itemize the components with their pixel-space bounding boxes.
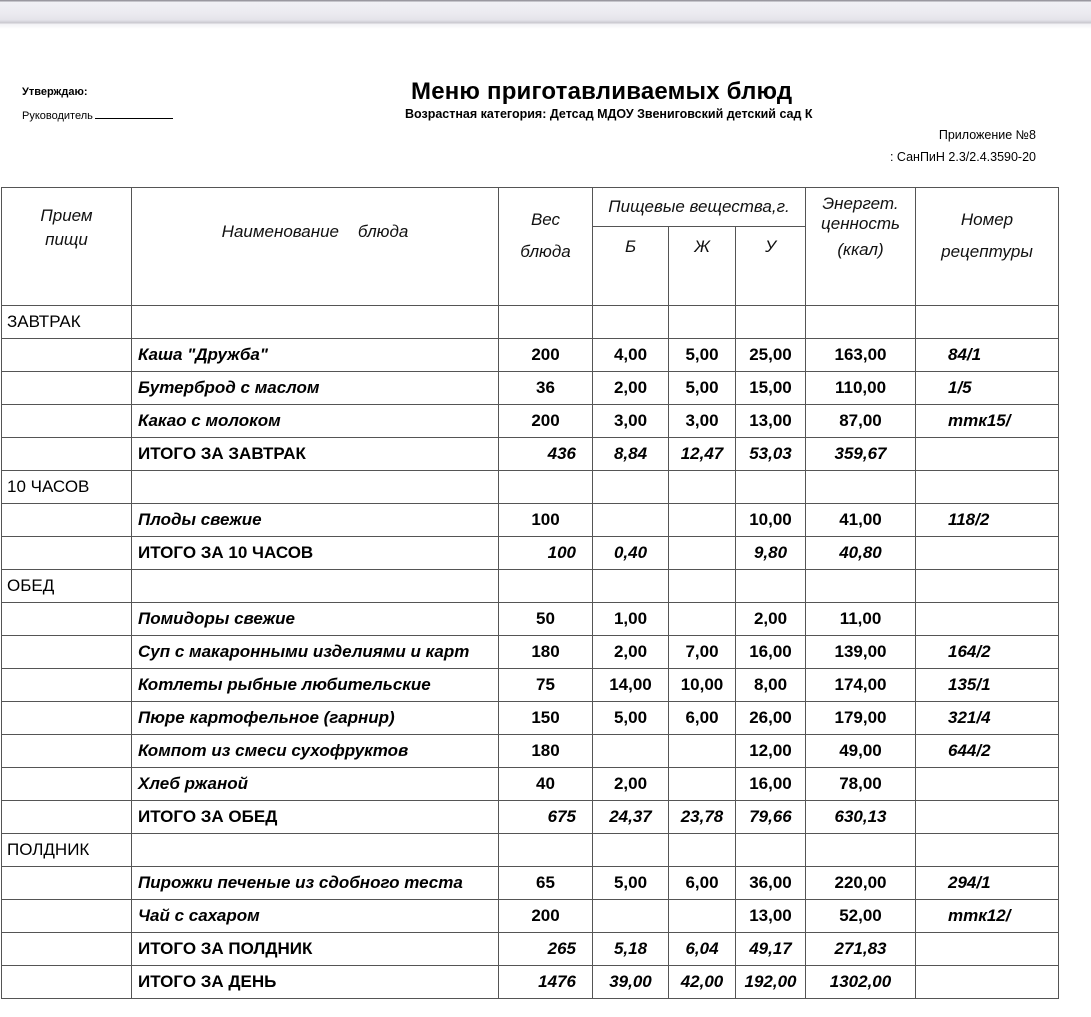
weight-cell xyxy=(499,471,593,504)
meal-name: 10 ЧАСОВ xyxy=(2,471,132,504)
dish-name-cell xyxy=(132,834,499,867)
col-energy-header: Энергет. ценность (ккал) xyxy=(806,188,916,306)
fat-cell xyxy=(669,735,736,768)
carbs-cell xyxy=(736,306,806,339)
carbs-cell: 192,00 xyxy=(736,966,806,999)
energy-cell xyxy=(806,834,916,867)
energy-cell xyxy=(806,570,916,603)
total-row xyxy=(2,966,1059,999)
meal-cell xyxy=(2,702,132,735)
carbs-cell xyxy=(736,834,806,867)
carbs-cell: 10,00 xyxy=(736,504,806,537)
carbs-cell: 2,00 xyxy=(736,603,806,636)
weight-cell: 675 xyxy=(499,801,593,834)
col-weight-header: Вес блюда xyxy=(499,188,593,306)
meal-cell xyxy=(2,339,132,372)
protein-cell: 0,40 xyxy=(593,537,669,570)
meal-cell xyxy=(2,933,132,966)
weight-cell: 50 xyxy=(499,603,593,636)
total-label: ИТОГО ЗА ЗАВТРАК xyxy=(132,438,499,471)
meal-cell xyxy=(2,966,132,999)
weight-cell xyxy=(499,306,593,339)
weight-cell: 150 xyxy=(499,702,593,735)
energy-cell: 87,00 xyxy=(806,405,916,438)
weight-cell: 436 xyxy=(499,438,593,471)
fat-cell xyxy=(669,570,736,603)
dish-name-cell xyxy=(132,471,499,504)
weight-cell: 265 xyxy=(499,933,593,966)
meal-cell xyxy=(2,537,132,570)
recipe-cell xyxy=(916,306,1059,339)
col-nutrients-header: Пищевые вещества,г. xyxy=(593,188,806,227)
meal-cell xyxy=(2,504,132,537)
energy-cell: 139,00 xyxy=(806,636,916,669)
fat-cell: 5,00 xyxy=(669,372,736,405)
weight-cell: 200 xyxy=(499,405,593,438)
dish-row xyxy=(2,339,1059,372)
meal-cell xyxy=(2,867,132,900)
meal-name: ЗАВТРАК xyxy=(2,306,132,339)
carbs-cell: 16,00 xyxy=(736,636,806,669)
fat-cell: 10,00 xyxy=(669,669,736,702)
protein-cell: 2,00 xyxy=(593,636,669,669)
weight-cell: 200 xyxy=(499,339,593,372)
fat-cell: 5,00 xyxy=(669,339,736,372)
energy-cell: 271,83 xyxy=(806,933,916,966)
protein-cell xyxy=(593,504,669,537)
meal-section-row xyxy=(2,570,1059,603)
weight-cell: 200 xyxy=(499,900,593,933)
carbs-cell: 16,00 xyxy=(736,768,806,801)
col-recipe-header: Номер рецептуры xyxy=(916,188,1059,306)
recipe-cell xyxy=(916,438,1059,471)
dish-name-cell xyxy=(132,570,499,603)
weight-cell: 100 xyxy=(499,537,593,570)
carbs-cell: 13,00 xyxy=(736,405,806,438)
toolbar-shadow xyxy=(0,24,1091,29)
dish-name: Каша "Дружба" xyxy=(132,339,499,372)
fat-cell xyxy=(669,603,736,636)
energy-cell xyxy=(806,471,916,504)
recipe-cell xyxy=(916,603,1059,636)
carbs-cell: 53,03 xyxy=(736,438,806,471)
energy-cell: 41,00 xyxy=(806,504,916,537)
energy-cell: 630,13 xyxy=(806,801,916,834)
protein-cell xyxy=(593,471,669,504)
dish-name: Компот из смеси сухофруктов xyxy=(132,735,499,768)
head-label: Руководитель xyxy=(22,110,93,122)
meal-cell xyxy=(2,603,132,636)
dish-row xyxy=(2,735,1059,768)
recipe-cell: 135/1 xyxy=(916,669,1059,702)
weight-cell: 100 xyxy=(499,504,593,537)
dish-row xyxy=(2,768,1059,801)
dish-name: Пюре картофельное (гарнир) xyxy=(132,702,499,735)
protein-cell: 1,00 xyxy=(593,603,669,636)
dish-row xyxy=(2,405,1059,438)
carbs-cell: 8,00 xyxy=(736,669,806,702)
dish-name: Бутерброд с маслом xyxy=(132,372,499,405)
dish-name: Хлеб ржаной xyxy=(132,768,499,801)
protein-cell: 5,00 xyxy=(593,702,669,735)
fat-cell xyxy=(669,537,736,570)
energy-cell xyxy=(806,306,916,339)
recipe-cell: 321/4 xyxy=(916,702,1059,735)
recipe-cell xyxy=(916,834,1059,867)
approve-label: Утверждаю: xyxy=(22,86,88,98)
total-label: ИТОГО ЗА ПОЛДНИК xyxy=(132,933,499,966)
fat-cell: 3,00 xyxy=(669,405,736,438)
meal-section-row xyxy=(2,306,1059,339)
menu-table xyxy=(1,187,1059,999)
protein-cell xyxy=(593,306,669,339)
weight-cell: 36 xyxy=(499,372,593,405)
fat-cell xyxy=(669,471,736,504)
dish-name: Суп с макаронными изделиями и карт xyxy=(132,636,499,669)
carbs-cell xyxy=(736,570,806,603)
recipe-cell: 1/5 xyxy=(916,372,1059,405)
dish-name: Помидоры свежие xyxy=(132,603,499,636)
fat-cell xyxy=(669,306,736,339)
carbs-cell: 26,00 xyxy=(736,702,806,735)
meal-section-row xyxy=(2,834,1059,867)
viewer-toolbar xyxy=(0,0,1091,24)
fat-cell: 6,00 xyxy=(669,867,736,900)
fat-cell: 23,78 xyxy=(669,801,736,834)
recipe-cell: 164/2 xyxy=(916,636,1059,669)
meal-cell xyxy=(2,438,132,471)
weight-cell: 40 xyxy=(499,768,593,801)
recipe-cell: 644/2 xyxy=(916,735,1059,768)
fat-cell xyxy=(669,768,736,801)
meal-name: ПОЛДНИК xyxy=(2,834,132,867)
fat-cell: 6,00 xyxy=(669,702,736,735)
protein-cell: 14,00 xyxy=(593,669,669,702)
carbs-cell: 13,00 xyxy=(736,900,806,933)
protein-cell xyxy=(593,735,669,768)
recipe-cell: 118/2 xyxy=(916,504,1059,537)
energy-cell: 359,67 xyxy=(806,438,916,471)
dish-name: Чай с сахаром xyxy=(132,900,499,933)
dish-row xyxy=(2,900,1059,933)
weight-cell xyxy=(499,570,593,603)
header-row xyxy=(2,188,1059,227)
fat-cell: 42,00 xyxy=(669,966,736,999)
fat-cell xyxy=(669,504,736,537)
recipe-cell xyxy=(916,933,1059,966)
energy-cell: 220,00 xyxy=(806,867,916,900)
energy-cell: 49,00 xyxy=(806,735,916,768)
recipe-cell xyxy=(916,471,1059,504)
page-title: Меню приготавливаемых блюд xyxy=(411,78,793,105)
col-meal-header: Прием пищи xyxy=(2,188,132,306)
head-signature-line xyxy=(22,108,173,122)
dish-name: Плоды свежие xyxy=(132,504,499,537)
protein-cell xyxy=(593,570,669,603)
protein-cell: 5,00 xyxy=(593,867,669,900)
total-label: ИТОГО ЗА ОБЕД xyxy=(132,801,499,834)
total-label: ИТОГО ЗА ДЕНЬ xyxy=(132,966,499,999)
weight-cell: 180 xyxy=(499,636,593,669)
dish-row xyxy=(2,867,1059,900)
meal-cell xyxy=(2,801,132,834)
protein-cell: 4,00 xyxy=(593,339,669,372)
weight-cell: 75 xyxy=(499,669,593,702)
fat-cell: 6,04 xyxy=(669,933,736,966)
meal-cell xyxy=(2,900,132,933)
dish-name-cell xyxy=(132,306,499,339)
recipe-cell: 294/1 xyxy=(916,867,1059,900)
protein-cell xyxy=(593,900,669,933)
total-row xyxy=(2,933,1059,966)
dish-row xyxy=(2,702,1059,735)
dish-row xyxy=(2,669,1059,702)
col-fat-header: Ж xyxy=(669,227,736,306)
weight-cell: 180 xyxy=(499,735,593,768)
dish-row xyxy=(2,372,1059,405)
recipe-cell xyxy=(916,570,1059,603)
weight-cell: 65 xyxy=(499,867,593,900)
total-row xyxy=(2,537,1059,570)
dish-row xyxy=(2,504,1059,537)
total-row xyxy=(2,801,1059,834)
carbs-cell: 12,00 xyxy=(736,735,806,768)
recipe-cell: ттк12/ xyxy=(916,900,1059,933)
protein-cell: 5,18 xyxy=(593,933,669,966)
age-category: Возрастная категория: Детсад МДОУ Звениговский детский сад К xyxy=(405,107,813,121)
weight-cell: 1476 xyxy=(499,966,593,999)
recipe-cell: 84/1 xyxy=(916,339,1059,372)
protein-cell: 8,84 xyxy=(593,438,669,471)
protein-cell xyxy=(593,834,669,867)
weight-cell xyxy=(499,834,593,867)
total-label: ИТОГО ЗА 10 ЧАСОВ xyxy=(132,537,499,570)
col-name-header: Наименование блюда xyxy=(132,188,499,306)
meal-name: ОБЕД xyxy=(2,570,132,603)
total-row xyxy=(2,438,1059,471)
dish-row xyxy=(2,603,1059,636)
carbs-cell xyxy=(736,471,806,504)
protein-cell: 3,00 xyxy=(593,405,669,438)
energy-cell: 40,80 xyxy=(806,537,916,570)
protein-cell: 2,00 xyxy=(593,768,669,801)
dish-name: Пирожки печеные из сдобного теста xyxy=(132,867,499,900)
carbs-cell: 9,80 xyxy=(736,537,806,570)
carbs-cell: 25,00 xyxy=(736,339,806,372)
appendix-label: Приложение №8 xyxy=(938,128,1036,142)
col-carbs-header: У xyxy=(736,227,806,306)
fat-cell: 7,00 xyxy=(669,636,736,669)
menu-body xyxy=(2,306,1059,999)
protein-cell: 39,00 xyxy=(593,966,669,999)
recipe-cell xyxy=(916,768,1059,801)
recipe-cell xyxy=(916,966,1059,999)
meal-cell xyxy=(2,636,132,669)
energy-cell: 163,00 xyxy=(806,339,916,372)
dish-name: Какао с молоком xyxy=(132,405,499,438)
fat-cell: 12,47 xyxy=(669,438,736,471)
protein-cell: 2,00 xyxy=(593,372,669,405)
dish-name: Котлеты рыбные любительские xyxy=(132,669,499,702)
protein-cell: 24,37 xyxy=(593,801,669,834)
recipe-cell xyxy=(916,537,1059,570)
signature-blank xyxy=(95,108,173,119)
energy-cell: 179,00 xyxy=(806,702,916,735)
dish-row xyxy=(2,636,1059,669)
fat-cell xyxy=(669,900,736,933)
carbs-cell: 15,00 xyxy=(736,372,806,405)
carbs-cell: 79,66 xyxy=(736,801,806,834)
energy-cell: 1302,00 xyxy=(806,966,916,999)
meal-cell xyxy=(2,372,132,405)
energy-cell: 11,00 xyxy=(806,603,916,636)
recipe-cell: ттк15/ xyxy=(916,405,1059,438)
col-protein-header: Б xyxy=(593,227,669,306)
meal-cell xyxy=(2,768,132,801)
meal-cell xyxy=(2,405,132,438)
sanpin-reference: : СанПиН 2.3/2.4.3590-20 xyxy=(889,150,1036,164)
fat-cell xyxy=(669,834,736,867)
carbs-cell: 36,00 xyxy=(736,867,806,900)
meal-cell xyxy=(2,735,132,768)
meal-cell xyxy=(2,669,132,702)
energy-cell: 110,00 xyxy=(806,372,916,405)
meal-section-row xyxy=(2,471,1059,504)
energy-cell: 174,00 xyxy=(806,669,916,702)
carbs-cell: 49,17 xyxy=(736,933,806,966)
energy-cell: 78,00 xyxy=(806,768,916,801)
energy-cell: 52,00 xyxy=(806,900,916,933)
recipe-cell xyxy=(916,801,1059,834)
